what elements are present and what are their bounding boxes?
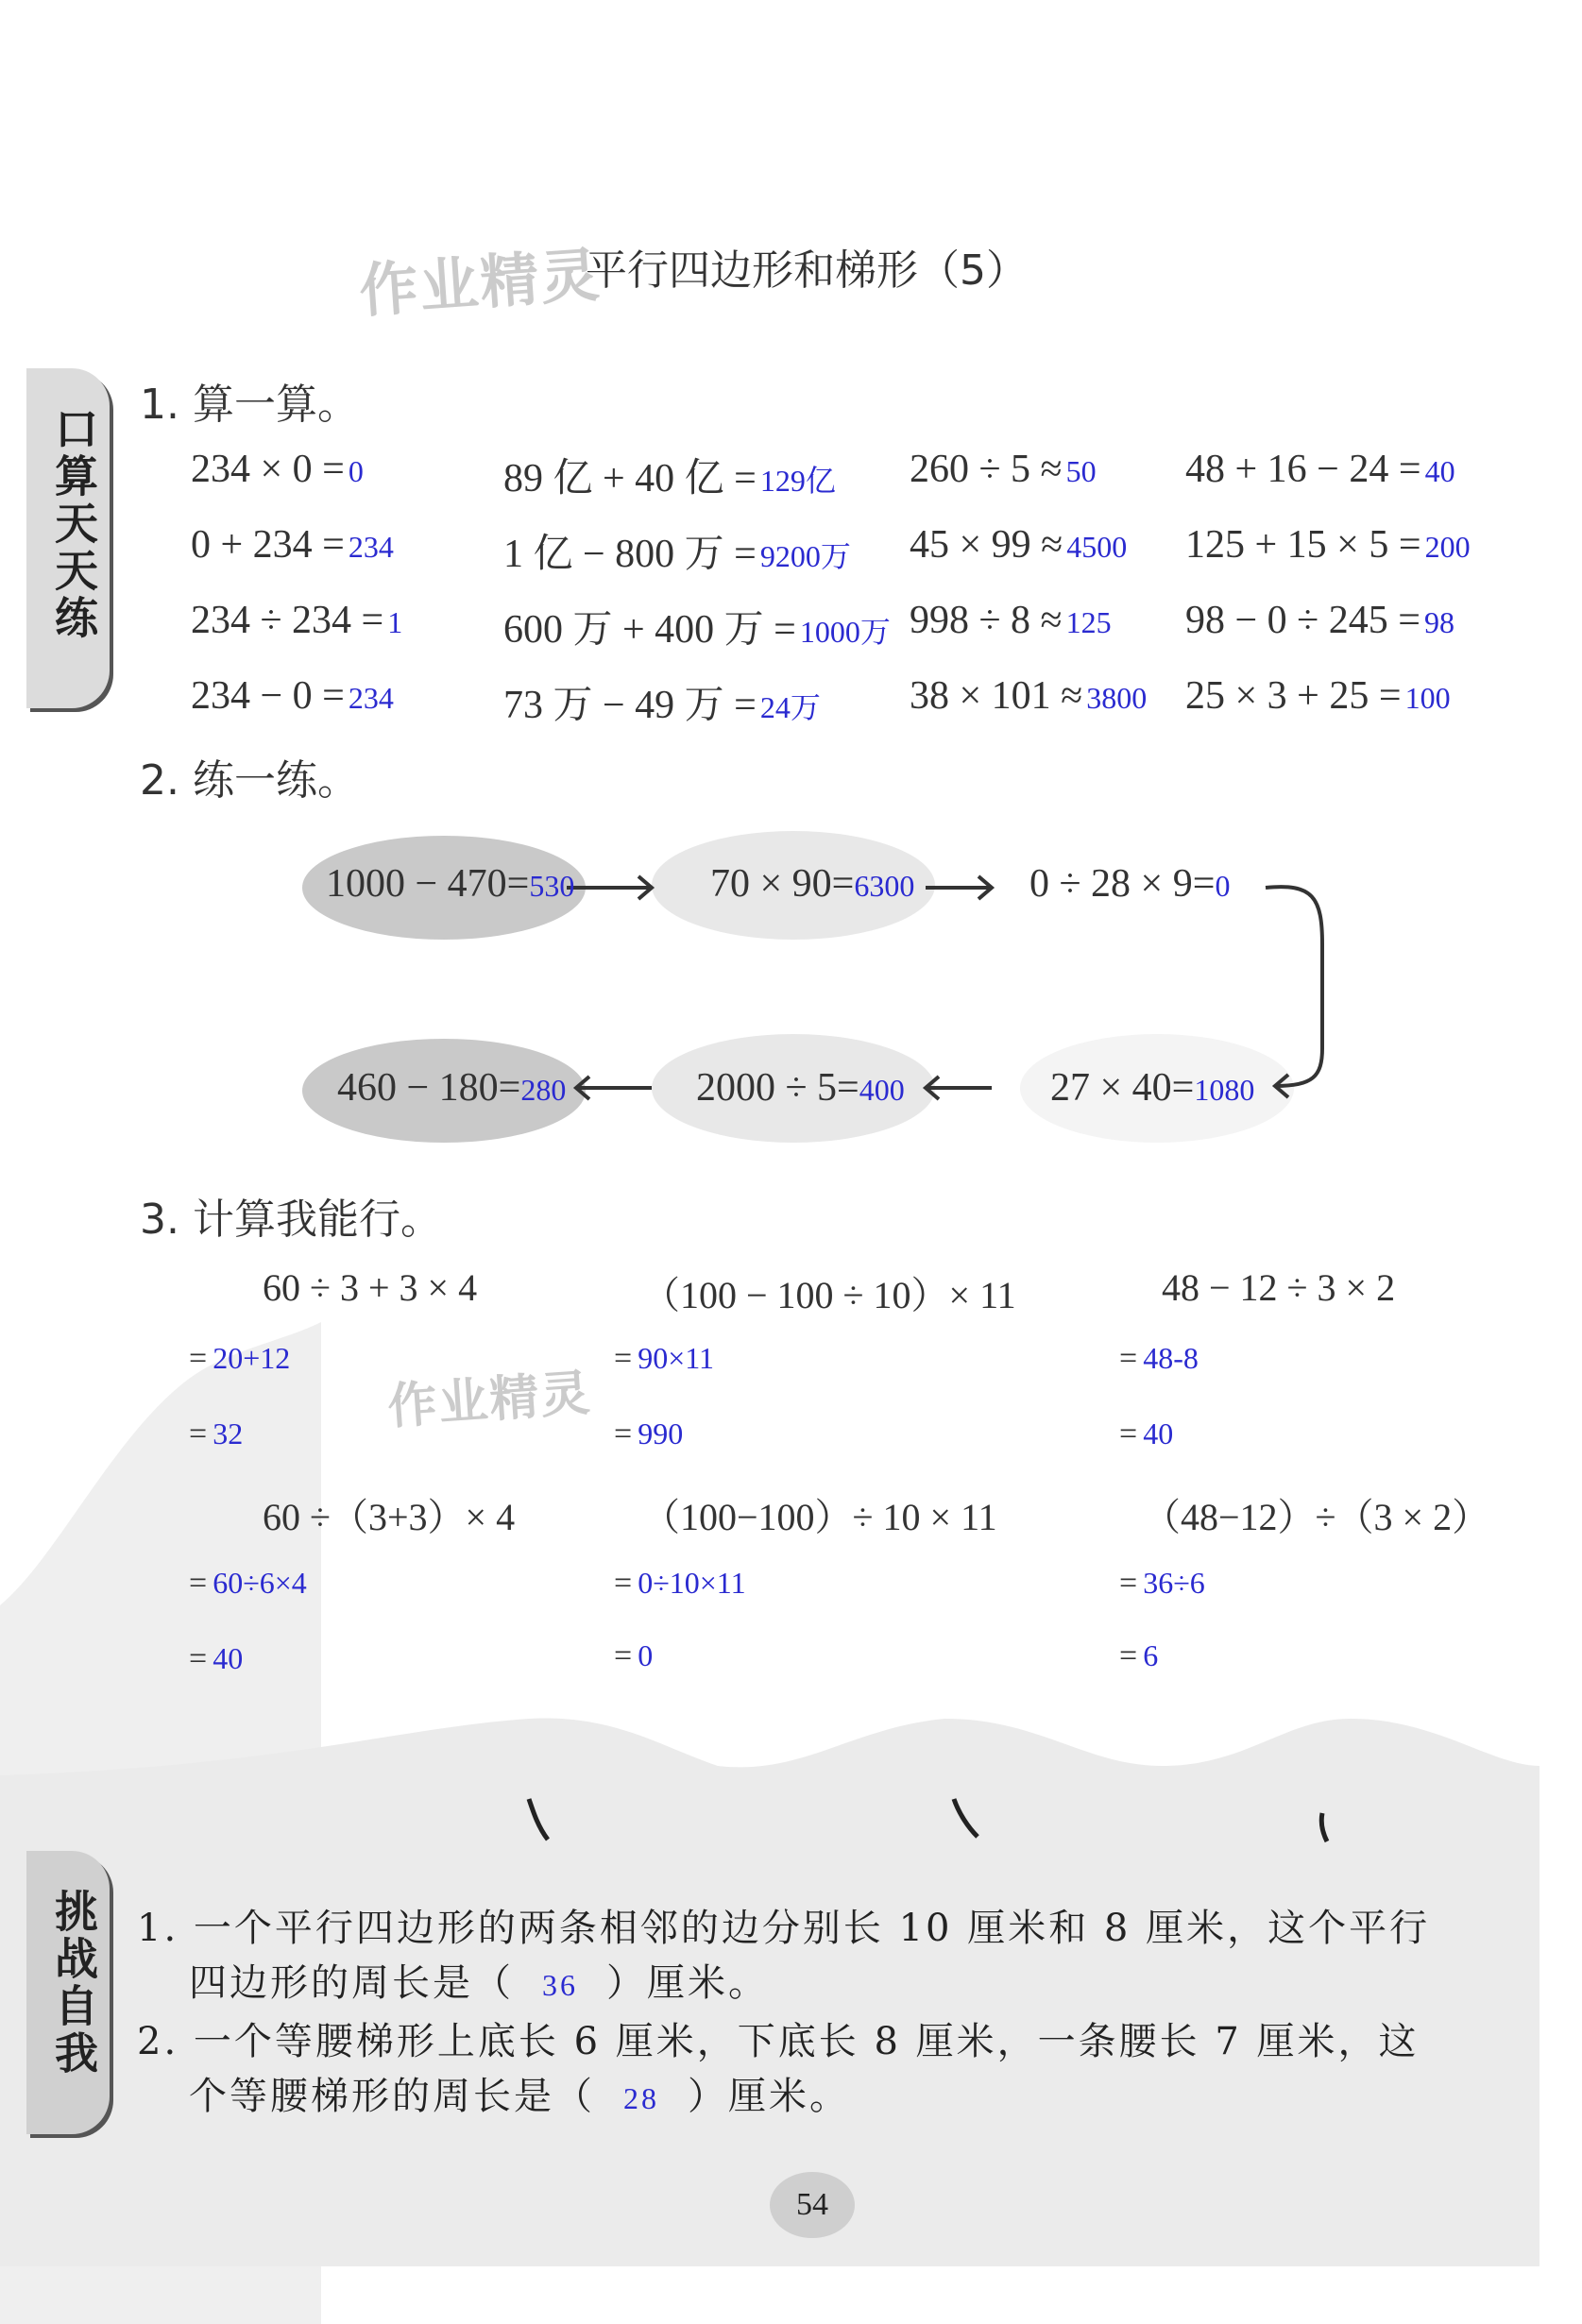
flow-item: 27 × 40=1080 — [1050, 1066, 1255, 1110]
answer: 36 — [542, 1968, 578, 2002]
answer: 98 — [1423, 605, 1454, 639]
answer: 1 — [387, 605, 403, 639]
answer: 234 — [348, 530, 394, 564]
calc-item: 234 − 0 = 234 — [191, 674, 394, 718]
step: = 32 — [189, 1416, 244, 1451]
problem-expression: 60 ÷ 3 + 3 × 4 — [263, 1266, 478, 1309]
calc-item: 38 × 101 ≈ 3800 — [910, 674, 1148, 718]
answer: 400 — [859, 1073, 905, 1107]
answer: 6 — [1143, 1638, 1159, 1672]
answer: 100 — [1404, 681, 1451, 715]
answer: 200 — [1424, 530, 1471, 564]
challenge-q2-line1: 2. 一个等腰梯形上底长 6 厘米，下底长 8 厘米，一条腰长 7 厘米，这 — [137, 2020, 1420, 2063]
flow-item: 70 × 90=6300 — [710, 862, 915, 906]
background-wave — [0, 1322, 1582, 2324]
answer: 40 — [1143, 1416, 1174, 1450]
step: = 90×11 — [614, 1341, 715, 1376]
challenge-q1-line1: 1. 一个平行四边形的两条相邻的边分别长 10 厘米和 8 厘米，这个平行 — [137, 1907, 1431, 1950]
problem-expression: 48 − 12 ÷ 3 × 2 — [1162, 1266, 1396, 1309]
answer: 530 — [529, 869, 575, 903]
answer: 40 — [213, 1641, 244, 1675]
answer: 90×11 — [638, 1341, 715, 1375]
problem-expression: （48−12）÷（3 × 2） — [1143, 1496, 1490, 1538]
section1-heading: 1. 算一算。 — [140, 381, 359, 429]
calc-item: 260 ÷ 5 ≈ 50 — [910, 448, 1097, 491]
answer: 0 — [348, 454, 364, 488]
problem-expression: 60 ÷（3+3）× 4 — [263, 1496, 516, 1538]
step: = 48-8 — [1119, 1341, 1199, 1376]
answer: 32 — [213, 1416, 244, 1450]
answer: 129亿 — [759, 464, 836, 498]
section2-heading: 2. 练一练。 — [140, 756, 359, 805]
problem-expression: （100−100）÷ 10 × 11 — [642, 1496, 997, 1538]
calc-item: 48 + 16 − 24 = 40 — [1185, 448, 1455, 491]
tab-challenge-label: 挑战自我 — [48, 1889, 99, 2078]
answer: 280 — [520, 1073, 567, 1107]
answer: 40 — [1424, 454, 1455, 488]
answer: 9200万 — [759, 539, 851, 573]
tab-daily-label: 口算天天练 — [48, 406, 99, 642]
answer: 1080 — [1194, 1073, 1255, 1107]
step: = 40 — [1119, 1416, 1174, 1451]
calc-item: 998 ÷ 8 ≈ 125 — [910, 599, 1112, 642]
answer: 24万 — [759, 690, 821, 724]
flow-item: 1000 − 470=530 — [326, 862, 575, 906]
challenge-q2-line2: 个等腰梯形的周长是（ 28 ）厘米。 — [189, 2075, 850, 2118]
answer: 6300 — [854, 869, 915, 903]
answer: 0 — [638, 1638, 654, 1672]
step: = 60÷6×4 — [189, 1566, 307, 1601]
step: = 20+12 — [189, 1341, 291, 1376]
answer: 0÷10×11 — [638, 1566, 746, 1600]
answer: 990 — [638, 1416, 684, 1450]
step: = 0÷10×11 — [614, 1566, 746, 1601]
answer: 1000万 — [799, 615, 891, 649]
answer: 4500 — [1066, 530, 1128, 564]
answer: 0 — [1215, 869, 1231, 903]
answer: 234 — [348, 681, 394, 715]
calc-item: 73 万 − 49 万 = 24万 — [503, 684, 821, 727]
calc-item: 0 + 234 = 234 — [191, 523, 394, 567]
answer: 20+12 — [213, 1341, 291, 1375]
challenge-q1-line2: 四边形的周长是（ 36 ）厘米。 — [189, 1961, 769, 2005]
watermark: 作业精灵 — [385, 1365, 594, 1436]
step: = 40 — [189, 1641, 244, 1676]
page-number: 54 — [770, 2172, 855, 2238]
answer: 3800 — [1086, 681, 1148, 715]
calc-item: 600 万 + 400 万 = 1000万 — [503, 608, 891, 652]
calc-item: 98 − 0 ÷ 245 = 98 — [1185, 599, 1454, 642]
calc-item: 125 + 15 × 5 = 200 — [1185, 523, 1471, 567]
calc-item: 45 × 99 ≈ 4500 — [910, 523, 1128, 567]
calc-item: 234 ÷ 234 = 1 — [191, 599, 403, 642]
flow-item: 2000 ÷ 5=400 — [696, 1066, 905, 1110]
watermark: 作业精灵 — [357, 240, 604, 326]
calc-item: 234 × 0 = 0 — [191, 448, 364, 491]
calc-item: 25 × 3 + 25 = 100 — [1185, 674, 1451, 718]
flow-item: 0 ÷ 28 × 9=0 — [1029, 862, 1231, 906]
calc-item: 1 亿 − 800 万 = 9200万 — [503, 533, 851, 576]
step: = 6 — [1119, 1638, 1159, 1673]
step: = 990 — [614, 1416, 684, 1451]
answer: 28 — [623, 2081, 659, 2115]
step: = 0 — [614, 1638, 654, 1673]
section3-heading: 3. 计算我能行。 — [140, 1196, 442, 1244]
problem-expression: （100 − 100 ÷ 10）× 11 — [642, 1274, 1016, 1316]
step: = 36÷6 — [1119, 1566, 1205, 1601]
answer: 50 — [1065, 454, 1097, 488]
page-title: 平行四边形和梯形（5） — [586, 246, 1028, 295]
calc-item: 89 亿 + 40 亿 = 129亿 — [503, 457, 836, 500]
answer: 125 — [1065, 605, 1112, 639]
answer: 48-8 — [1143, 1341, 1199, 1375]
answer: 60÷6×4 — [213, 1566, 307, 1600]
flow-item: 460 − 180=280 — [337, 1066, 567, 1110]
answer: 36÷6 — [1143, 1566, 1205, 1600]
